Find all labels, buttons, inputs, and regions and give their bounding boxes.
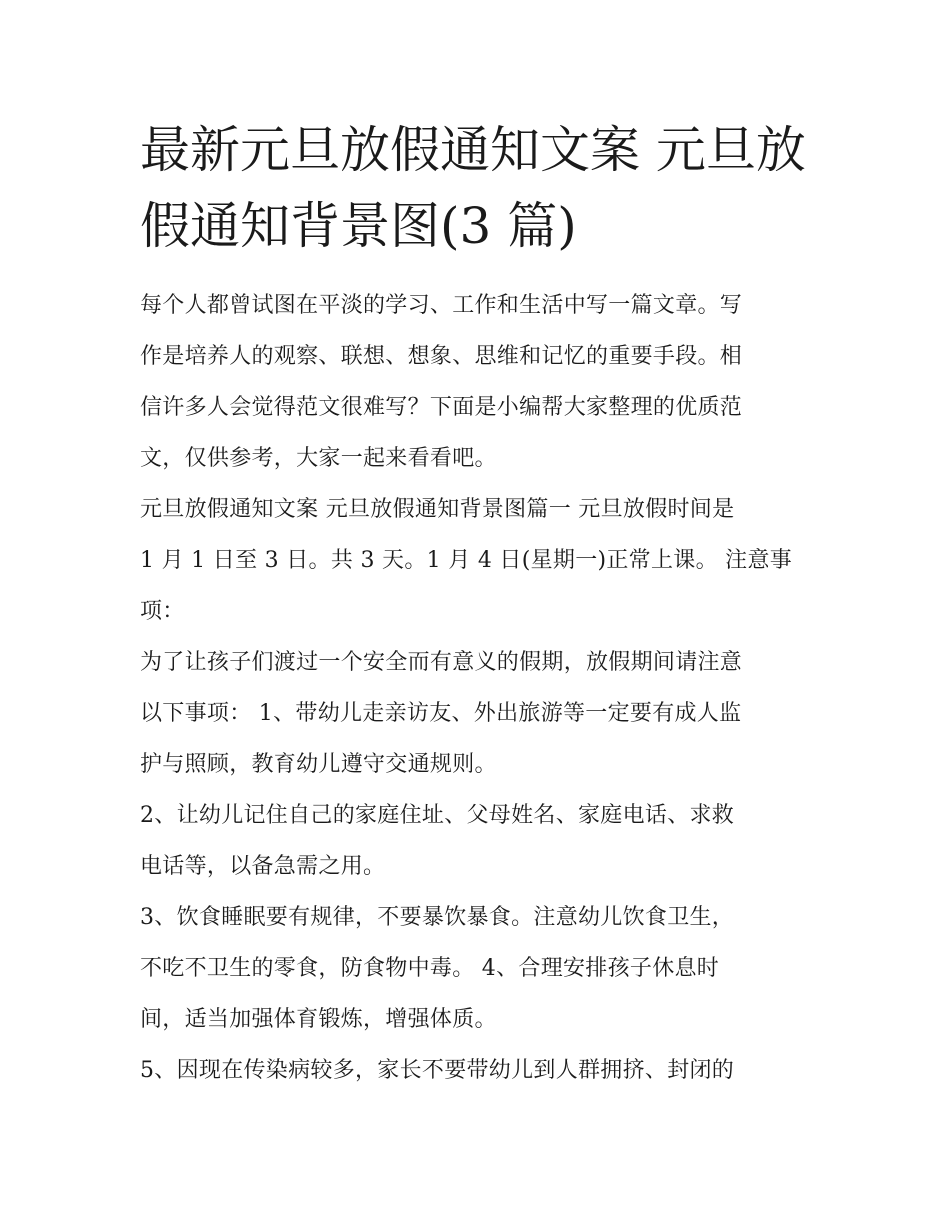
paragraph-notice-item-3-4 xyxy=(140,892,830,1045)
text-line: 护与照顾，教育幼儿遵守交通规则。 xyxy=(140,752,497,777)
paragraph-notice-item-2 xyxy=(140,790,830,892)
title-line-2: 假通知背景图(3 篇) xyxy=(140,197,577,255)
text-line: 以下事项： 1、带幼儿走亲访友、外出旅游等一定要有成人监 xyxy=(140,701,742,726)
paragraph-intro xyxy=(140,280,830,484)
paragraph-notice-item-1 xyxy=(140,637,830,790)
text-line: 1 月 1 日至 3 日。共 3 天。1 月 4 日(星期一)正常上课。 注意事 xyxy=(140,548,793,573)
text-line: 为了让孩子们渡过一个安全而有意义的假期，放假期间请注意 xyxy=(140,650,743,675)
document-title xyxy=(140,112,840,264)
text-line: 不吃不卫生的零食，防食物中毒。 4、合理安排孩子休息时 xyxy=(140,956,720,981)
text-line: 文，仅供参考，大家一起来看看吧。 xyxy=(140,446,497,471)
paragraph-notice-item-5 xyxy=(140,1045,830,1096)
text-line: 每个人都曾试图在平淡的学习、工作和生活中写一篇文章。写 xyxy=(140,293,743,318)
text-line: 作是培养人的观察、联想、想象、思维和记忆的重要手段。相 xyxy=(140,344,743,369)
text-line: 信许多人会觉得范文很难写？下面是小编帮大家整理的优质范 xyxy=(140,395,743,420)
text-line: 项： xyxy=(140,599,185,624)
text-line: 元旦放假通知文案 元旦放假通知背景图篇一 元旦放假时间是 xyxy=(140,497,735,522)
paragraph-holiday-time xyxy=(140,484,830,637)
text-line: 3、饮食睡眠要有规律，不要暴饮暴食。注意幼儿饮食卫生， xyxy=(140,905,735,930)
text-line: 电话等，以备急需之用。 xyxy=(140,854,386,879)
text-line: 2、让幼儿记住自己的家庭住址、父母姓名、家庭电话、求救 xyxy=(140,803,735,828)
title-line-1: 最新元旦放假通知文案 元旦放 xyxy=(140,121,806,179)
text-line: 5、因现在传染病较多，家长不要带幼儿到人群拥挤、封闭的 xyxy=(140,1058,735,1083)
document-body xyxy=(140,280,830,1096)
text-line: 间，适当加强体育锻炼，增强体质。 xyxy=(140,1007,497,1032)
